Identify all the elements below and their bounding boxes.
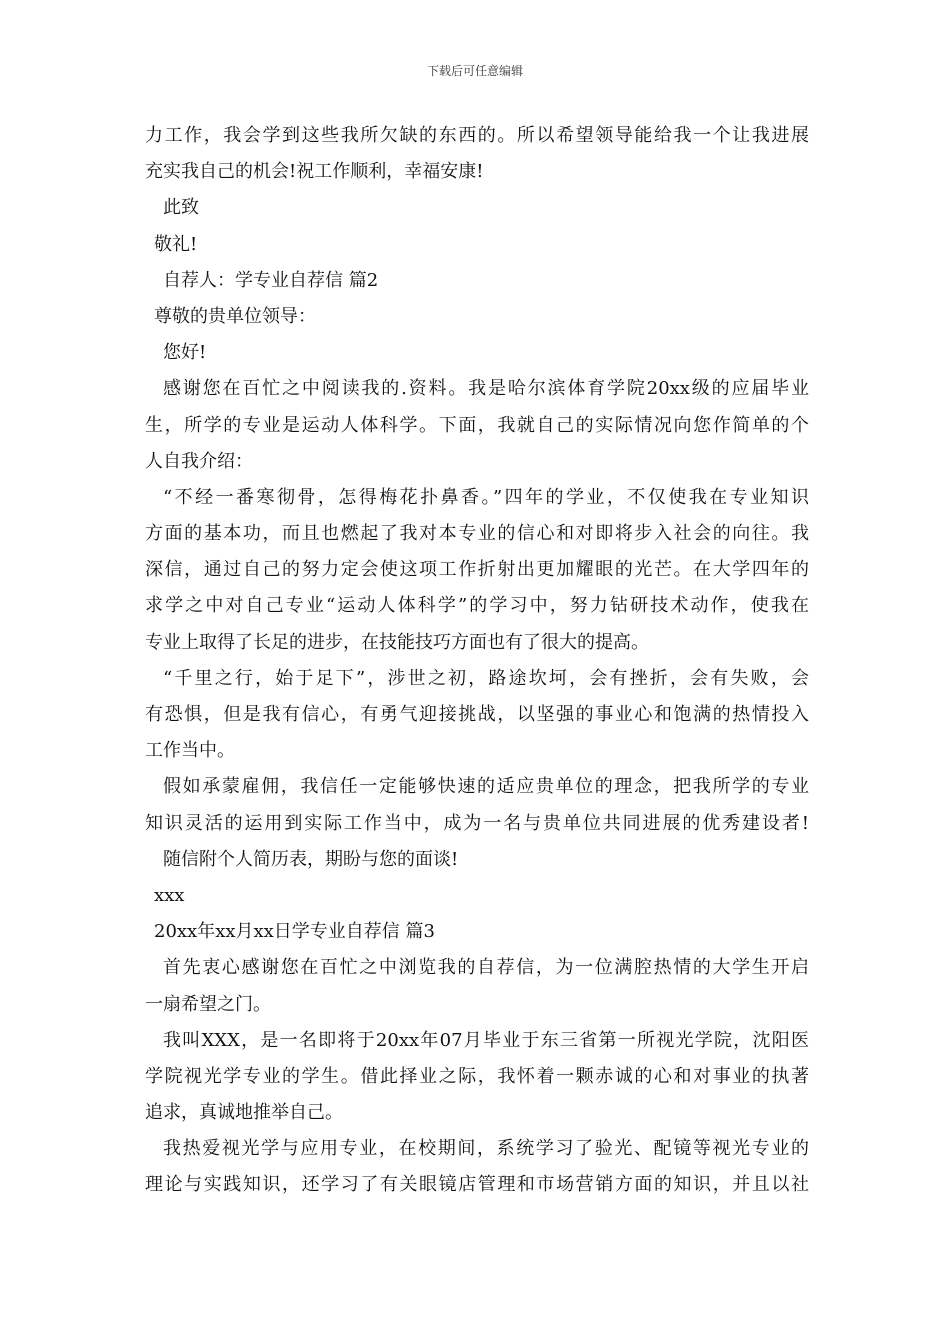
document-body: [145, 118, 809, 1204]
text-line: 假如承蒙雇佣，我信任一定能够快速的适应贵单位的理念，把我所学的专业: [163, 776, 809, 798]
text-line: 充实我自己的机会!祝工作顺利，幸福安康!: [145, 161, 484, 183]
text-line: 敬礼!: [154, 233, 198, 255]
text-line: 力工作，我会学到这些我所欠缺的东西的。所以希望领导能给我一个让我进展: [145, 125, 809, 146]
text-line: 自荐人：学专业自荐信 篇2: [163, 269, 379, 291]
text-line: “千里之行，始于足下”，涉世之初，路途坎坷，会有挫折，会有失败，会: [163, 667, 809, 689]
text-line: 我叫XXX，是一名即将于20xx年07月毕业于东三省第一所视光学院，沈阳医: [163, 1029, 809, 1051]
text-line: 首先衷心感谢您在百忙之中浏览我的自荐信，为一位满腔热情的大学生开启: [163, 957, 809, 979]
text-line: 学院视光学专业的学生。借此择业之际，我怀着一颗赤诚的心和对事业的执著: [145, 1065, 809, 1087]
text-line: 求学之中对自己专业“运动人体科学”的学习中，努力钻研技术动作，使我在: [145, 595, 809, 617]
text-line: 生，所学的专业是运动人体科学。下面，我就自己的实际情况向您作简单的个: [145, 414, 809, 436]
text-line: 此致: [163, 197, 199, 219]
text-line: 理论与实践知识，还学习了有关眼镜店管理和市场营销方面的知识，并且以社: [145, 1174, 809, 1196]
text-line: 尊敬的贵单位领导：: [154, 305, 316, 327]
text-line: 您好!: [163, 342, 207, 364]
text-line: “不经一番寒彻骨，怎得梅花扑鼻香。”四年的学业，不仅使我在专业知识: [163, 486, 809, 508]
text-line: 深信，通过自己的努力定会使这项工作折射出更加耀眼的光芒。在大学四年的: [145, 559, 809, 581]
text-line: 我热爱视光学与应用专业，在校期间，系统学习了验光、配镜等视光专业的: [163, 1138, 809, 1160]
text-line: 有恐惧，但是我有信心，有勇气迎接挑战，以坚强的事业心和饱满的热情投入: [145, 704, 809, 725]
text-line: 随信附个人简历表，期盼与您的面谈!: [163, 848, 459, 870]
text-line: 知识灵活的运用到实际工作当中，成为一名与贵单位共同进展的优秀建设者!: [145, 812, 809, 834]
page-header: 下载后可任意编辑: [426, 64, 523, 78]
text-line: 追求，真诚地推举自己。: [145, 1102, 343, 1124]
text-line: 方面的基本功，而且也燃起了我对本专业的信心和对即将步入社会的向往。我: [145, 523, 809, 545]
text-line: 感谢您在百忙之中阅读我的.资料。我是哈尔滨体育学院20xx级的应届毕业: [163, 378, 809, 400]
text-line: 20xx年xx月xx日学专业自荐信 篇3: [154, 921, 435, 943]
text-line: 人自我介绍：: [145, 450, 253, 472]
text-line: xxx: [154, 884, 185, 906]
text-line: 一扇希望之门。: [145, 993, 271, 1015]
text-line: 工作当中。: [145, 740, 235, 762]
text-line: 专业上取得了长足的进步，在技能技巧方面也有了很大的提高。: [145, 631, 649, 653]
